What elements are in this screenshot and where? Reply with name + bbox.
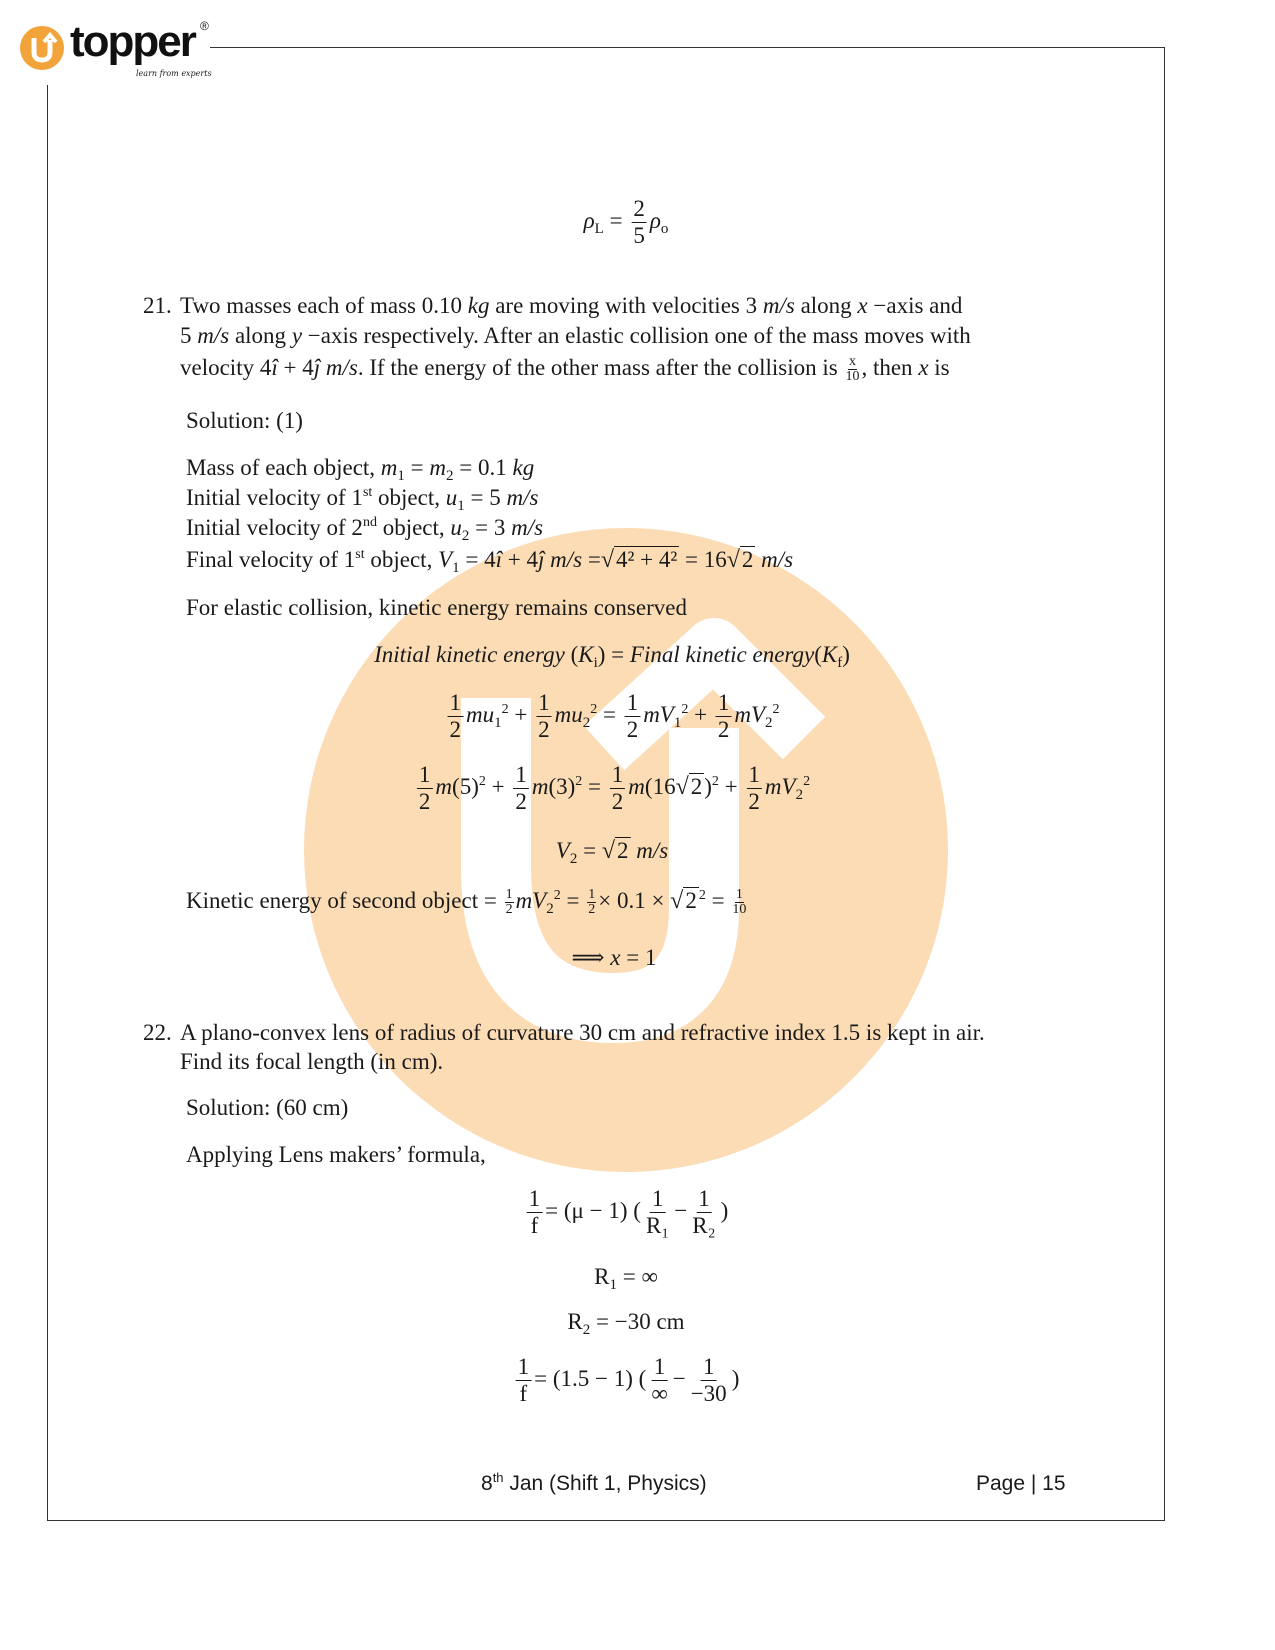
text-run: −axis and — [867, 293, 963, 318]
question-text-line — [180, 1047, 443, 1077]
superscript: 2 — [575, 773, 583, 789]
text-run: = — [560, 888, 586, 913]
denominator: 5 — [633, 223, 645, 248]
subscript: f — [837, 655, 843, 671]
math-variable: m — [628, 773, 645, 799]
lens-substitution — [513, 1354, 740, 1407]
text-run: ) = — [597, 642, 630, 667]
fraction — [536, 690, 552, 743]
radius-one — [594, 1262, 658, 1292]
numerator: x — [848, 354, 856, 370]
text-run: 5 — [180, 323, 198, 348]
text-run: velocity 4 — [180, 355, 272, 380]
text-run: = — [577, 838, 602, 863]
numerator: 1 — [449, 690, 461, 715]
footer-date: 8 — [481, 1472, 493, 1495]
text-run: along — [229, 323, 292, 348]
denominator: 2 — [611, 789, 624, 814]
subscript: 2 — [546, 901, 554, 917]
text-run: Solution: (1) — [186, 408, 303, 433]
subscript: 1 — [452, 560, 460, 576]
page-border-right — [1164, 47, 1165, 1521]
given-line — [186, 513, 543, 543]
radicand: 2 — [685, 888, 697, 913]
numerator: 1 — [626, 690, 639, 715]
given-line — [186, 483, 538, 513]
numerator: 2 — [633, 196, 645, 221]
denominator: 2 — [717, 717, 730, 742]
superscript: 2 — [501, 701, 509, 717]
text-run: Find its focal length (in cm). — [180, 1049, 444, 1074]
math-variable: m/s — [762, 293, 795, 318]
subscript: 2 — [569, 851, 578, 867]
text-run: Initial velocity of 2 — [186, 515, 363, 540]
energy-equation — [414, 762, 810, 815]
text-run: = — [603, 207, 629, 233]
text-run: ) — [704, 773, 712, 799]
numerator: 1 — [538, 690, 550, 715]
registered-mark: ® — [200, 19, 209, 33]
text-run: ( — [564, 642, 579, 667]
conservation-statement — [186, 593, 687, 623]
text-run: object, — [376, 515, 451, 540]
energy-equation — [374, 640, 850, 670]
text-run: × 0.1 × — [598, 888, 671, 913]
solution-label — [186, 1093, 348, 1123]
subscript: 2 — [582, 714, 591, 731]
math-variable: m — [531, 773, 549, 799]
numerator: 1 — [588, 887, 596, 903]
fraction — [513, 762, 529, 815]
page-number: Page | 15 — [976, 1472, 1066, 1495]
text-run: (5) — [452, 773, 479, 799]
denominator: 2 — [588, 902, 596, 918]
math-variable: ĵ m/s — [538, 547, 583, 572]
text-run: ) — [720, 1197, 729, 1223]
superscript: st — [355, 547, 365, 562]
text-run: + — [508, 701, 534, 727]
denominator: R₂ — [692, 1213, 716, 1238]
denominator: −30 — [690, 1381, 727, 1406]
fraction — [417, 762, 433, 815]
radical-sign-icon: √ — [670, 888, 684, 914]
math-variable: V — [438, 547, 453, 572]
text-run: R — [594, 1264, 610, 1289]
subscript: 1 — [673, 714, 682, 731]
text-run: Final velocity of 1 — [186, 547, 356, 572]
footer-exam-title — [481, 1472, 707, 1496]
numerator: 1 — [702, 1354, 715, 1379]
math-variable: m — [380, 455, 398, 480]
radicand: 2 — [741, 547, 754, 572]
superscript: 2 — [803, 773, 811, 789]
text-run: ) — [842, 642, 850, 667]
superscript: nd — [362, 515, 377, 530]
kinetic-energy-line — [186, 886, 748, 917]
fraction — [649, 1354, 669, 1407]
question-number: 22. — [143, 1020, 172, 1045]
text-run: + — [688, 701, 713, 727]
math-variable: mV — [764, 773, 796, 799]
fraction — [689, 1354, 729, 1407]
denominator: f — [530, 1213, 539, 1238]
text-run: = — [597, 701, 622, 727]
math-variable: mV — [515, 888, 547, 913]
text-run: + 4 — [277, 355, 314, 380]
denominator: 2 — [626, 717, 639, 742]
subscript: 2 — [461, 528, 470, 544]
fraction — [716, 690, 732, 743]
text-run: + — [485, 773, 511, 799]
numerator: 1 — [505, 887, 513, 903]
math-variable: V — [555, 838, 570, 863]
math-variable: mV — [643, 701, 674, 727]
text-run: are moving with velocities 3 — [489, 293, 763, 318]
math-variable: ρ — [583, 207, 595, 233]
math-variable: î — [271, 355, 278, 380]
math-variable: ρ — [649, 207, 661, 233]
fraction — [690, 1186, 717, 1239]
denominator: 2 — [418, 789, 431, 814]
text-run: = (1.5 − 1) ( — [534, 1365, 647, 1391]
text-run: along — [794, 293, 858, 318]
subscript: L — [594, 220, 604, 237]
text-run: Kinetic energy of second object = — [186, 888, 503, 913]
text-run: = 4 — [459, 547, 496, 572]
text-run: = 3 — [469, 515, 512, 540]
math-variable: x — [610, 945, 621, 970]
text-run: . If the energy of the other mass after the collision is — [357, 355, 844, 380]
text-run: is — [928, 355, 950, 380]
math-variable: m/s — [506, 485, 539, 510]
given-line — [186, 545, 793, 575]
math-variable: m/s — [755, 547, 794, 572]
density-equation — [584, 196, 669, 249]
text-run: + — [718, 773, 744, 799]
denominator: 10 — [732, 902, 747, 918]
page-border-top — [210, 47, 1165, 48]
page-border-bottom — [47, 1520, 1165, 1521]
math-variable: mu — [465, 701, 495, 727]
energy-equation — [444, 690, 779, 743]
fraction — [631, 196, 647, 249]
numerator: 1 — [653, 1354, 666, 1379]
solution-label — [186, 406, 303, 436]
numerator: 1 — [651, 1186, 664, 1211]
square-root — [727, 547, 756, 572]
lens-formula — [524, 1186, 729, 1239]
superscript: 2 — [772, 701, 780, 717]
given-line — [186, 453, 534, 483]
text-run: − — [672, 1365, 686, 1391]
text-run: ( — [814, 642, 822, 667]
text-run: + 4 — [502, 547, 538, 572]
math-variable: Final kinetic energy — [629, 642, 815, 667]
superscript: 2 — [698, 888, 706, 903]
footer-date-sup: th — [492, 1470, 504, 1485]
text-run: R — [567, 1309, 583, 1334]
radical-sign-icon: √ — [726, 547, 740, 573]
numerator: 1 — [698, 1186, 710, 1211]
subscript: o — [660, 220, 669, 237]
denominator: ∞ — [651, 1381, 668, 1406]
text-run: = 5 — [464, 485, 507, 510]
math-variable: K — [821, 642, 838, 667]
denominator: R₁ — [645, 1213, 670, 1238]
numerator: 1 — [611, 762, 624, 787]
text-run: ⟹ — [571, 945, 611, 970]
text-run: Two masses each of mass 0.10 — [180, 293, 468, 318]
text-run: = −30 cm — [590, 1309, 685, 1334]
math-variable: K — [578, 642, 594, 667]
denominator: 2 — [515, 789, 527, 814]
numerator: 1 — [515, 762, 527, 787]
question-text-line — [180, 291, 962, 321]
subscript: 2 — [765, 714, 773, 731]
text-run: Applying Lens makers’ formula, — [186, 1142, 486, 1167]
text-run: object, — [364, 547, 439, 572]
numerator: 1 — [748, 762, 760, 787]
fraction — [516, 1354, 532, 1407]
text-run: Solution: (60 cm) — [186, 1095, 349, 1120]
subscript: 1 — [494, 714, 502, 731]
radical-sign-icon: √ — [600, 547, 614, 573]
subscript: 1 — [457, 498, 465, 514]
page-border-left — [47, 85, 48, 1521]
text-run: −axis respectively. After an elastic collision one of the mass moves with — [302, 323, 971, 348]
text-run: = ∞ — [616, 1264, 658, 1289]
question-text-line — [180, 321, 971, 351]
math-variable: mV — [734, 701, 766, 727]
superscript: 2 — [553, 888, 561, 903]
text-run: = — [582, 773, 607, 799]
text-run: ) — [731, 1365, 740, 1391]
text-run: For elastic collision, kinetic energy remains conserved — [186, 595, 687, 620]
text-run: − — [674, 1197, 688, 1223]
logo-text: topper — [70, 17, 195, 66]
fraction — [845, 355, 859, 384]
fraction — [644, 1186, 671, 1239]
math-variable: î — [495, 547, 503, 572]
math-variable: Initial kinetic energy — [374, 642, 565, 667]
text-run: = (μ − 1) ( — [545, 1197, 641, 1223]
text-run: = 16 — [679, 547, 727, 572]
denominator: 2 — [538, 717, 550, 742]
superscript: 2 — [478, 773, 486, 789]
radicand: 2 — [690, 773, 703, 799]
math-variable: ĵ m/s — [313, 355, 358, 380]
square-root — [602, 838, 631, 863]
math-variable: m/s — [511, 515, 544, 540]
topper-logo — [18, 17, 212, 82]
math-variable: m/s — [197, 323, 230, 348]
superscript: 2 — [711, 773, 719, 789]
math-variable: u — [445, 485, 458, 510]
square-root — [676, 774, 705, 799]
fraction — [732, 888, 746, 917]
numerator: 1 — [517, 1354, 530, 1379]
math-variable: kg — [467, 293, 490, 318]
text-run: = 1 — [620, 945, 657, 970]
formula-intro — [186, 1140, 486, 1170]
superscript: 2 — [590, 701, 598, 717]
logo-u-icon — [20, 26, 64, 70]
fraction — [625, 690, 641, 743]
fraction — [505, 888, 514, 917]
math-variable: y — [291, 323, 303, 348]
radical-sign-icon: √ — [675, 773, 689, 800]
text-run: Initial velocity of 1 — [186, 485, 363, 510]
superscript: st — [362, 485, 373, 500]
numerator: 1 — [735, 887, 743, 903]
math-variable: u — [450, 515, 462, 540]
text-run: = — [705, 888, 731, 913]
math-variable: kg — [512, 455, 535, 480]
radical-sign-icon: √ — [601, 838, 616, 864]
subscript: 2 — [582, 1322, 591, 1338]
text-run: = — [582, 547, 601, 572]
text-run: , then — [861, 355, 919, 380]
subscript: 1 — [397, 468, 405, 484]
text-run: = 0.1 — [453, 455, 513, 480]
math-variable: m/s — [630, 838, 669, 863]
subscript: 2 — [795, 786, 804, 803]
footer-exam: Jan (Shift 1, Physics) — [503, 1472, 707, 1495]
text-run: object, — [372, 485, 446, 510]
math-variable: x — [857, 293, 868, 318]
subscript: i — [593, 655, 598, 671]
math-variable: x — [918, 355, 929, 380]
velocity-result — [556, 836, 668, 866]
denominator: 2 — [449, 717, 461, 742]
fraction — [527, 1186, 543, 1239]
fraction — [610, 762, 626, 815]
text-run: (16 — [644, 773, 676, 799]
numerator: 1 — [528, 1186, 541, 1211]
radius-two — [567, 1307, 684, 1337]
question-number: 21. — [143, 293, 172, 318]
superscript: 2 — [681, 701, 689, 717]
square-root — [601, 547, 679, 572]
subscript: 2 — [446, 468, 454, 484]
denominator: 2 — [748, 789, 760, 814]
fraction — [447, 690, 463, 743]
text-run: A plano-convex lens of radius of curvature 30 cm and refractive index 1.5 is kept in air. — [180, 1020, 985, 1045]
text-run: (3) — [548, 773, 576, 799]
logo-tagline: learn from experts — [136, 69, 212, 78]
fraction — [587, 888, 596, 917]
subscript: 1 — [609, 1277, 617, 1293]
question-text-line — [180, 353, 950, 384]
denominator: 10 — [845, 369, 860, 385]
math-variable: mu — [554, 701, 583, 727]
text-run: = — [404, 455, 430, 480]
question-text-line — [180, 1018, 985, 1048]
text-run: Mass of each object, — [186, 455, 381, 480]
radicand: 4² + 4² — [616, 547, 678, 572]
radicand: 2 — [617, 838, 629, 863]
numerator: 1 — [717, 690, 730, 715]
square-root — [670, 888, 699, 913]
denominator: 2 — [505, 902, 513, 918]
fraction — [746, 762, 762, 815]
denominator: f — [519, 1381, 528, 1406]
math-variable: m — [429, 455, 447, 480]
math-variable: m — [435, 773, 453, 799]
answer-line — [572, 943, 657, 973]
numerator: 1 — [418, 762, 431, 787]
